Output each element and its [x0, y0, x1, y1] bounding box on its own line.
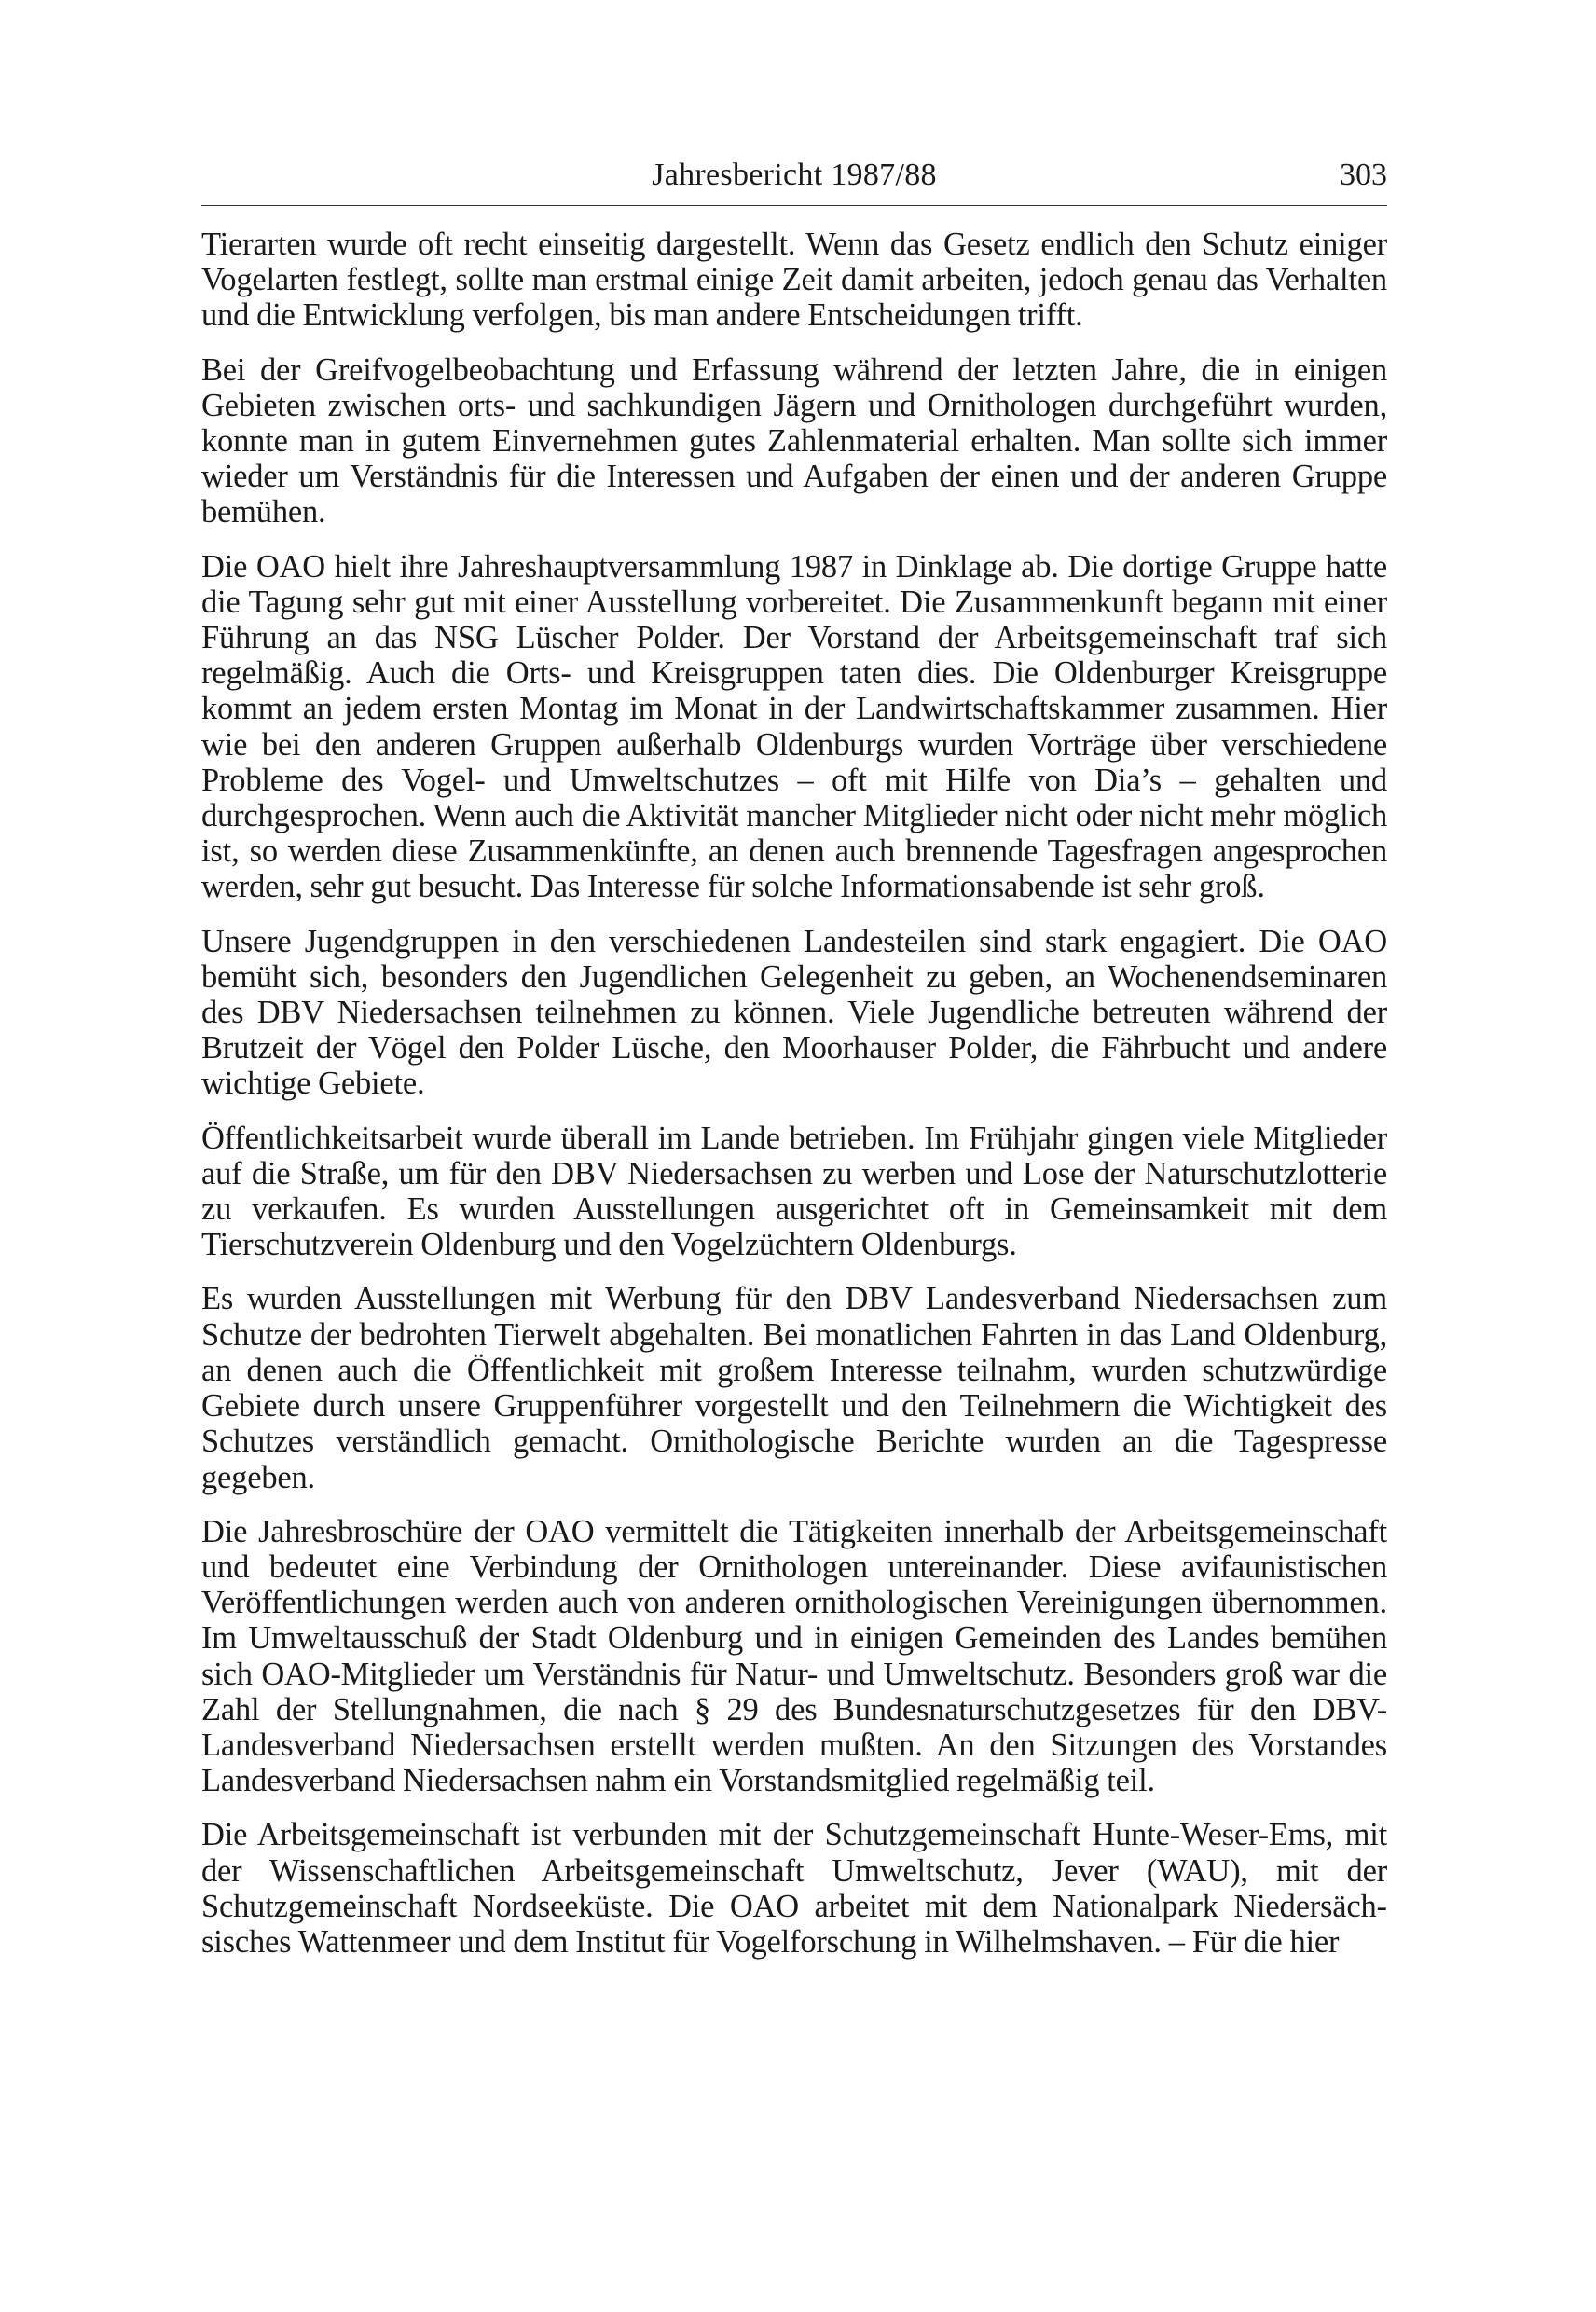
body-text	[201, 227, 1387, 1960]
paragraph: Die Jahresbroschüre der OAO vermittelt die Tätigkeiten innerhalb der Arbeitsgemeinschaft und bedeutet eine Verbindung der Ornithologen untereinander. Diese avifaunistischen Veröffentlichungen werden auch von anderen ornithologischen Vereinigungen übernommen. Im Umweltausschuß der Stadt Oldenburg und in einigen Gemeinden des Landes bemühen sich OAO-Mitglieder um Verständnis für Natur- und Umweltschutz. Besonders groß war die Zahl der Stellungnahmen, die nach § 29 des Bundesnaturschutzgesetzes für den DBV-Landesverband Niedersachsen erstellt werden mußten. An den Sitzungen des Vorstandes Landesverband Niedersachsen nahm ein Vorstandsmitglied regelmäßig teil.	[201, 1513, 1387, 1799]
document-page	[201, 157, 1387, 1978]
page-number: 303	[1340, 158, 1387, 192]
paragraph: Unsere Jugendgruppen in den verschiedenen Landesteilen sind stark engagiert. Die OAO bemüht sich, besonders den Jugendlichen Gelegenheit zu geben, an Wochenendseminaren des DBV Niedersachsen teilnehmen zu können. Viele Jugendliche betreuten während der Brutzeit der Vögel den Polder Lüsche, den Moorhauser Polder, die Fährbucht und andere wichtige Gebiete.	[201, 923, 1387, 1102]
paragraph: Tierarten wurde oft recht einseitig dargestellt. Wenn das Gesetz endlich den Schutz einiger Vogelarten festlegt, sollte man erstmal einige Zeit damit arbeiten, jedoch genau das Verhalten und die Entwicklung verfolgen, bis man andere Entscheidungen trifft.	[201, 227, 1387, 334]
paragraph: Die OAO hielt ihre Jahreshauptversammlung 1987 in Dinklage ab. Die dortige Gruppe hatte die Tagung sehr gut mit einer Ausstellung vorbereitet. Die Zusammenkunft begann mit einer Führung an das NSG Lüscher Polder. Der Vorstand der Arbeitsgemeinschaft traf sich regelmäßig. Auch die Orts- und Kreisgruppen taten dies. Die Oldenburger Kreisgruppe kommt an jedem ersten Montag im Monat in der Landwirtschaftskammer zusammen. Hier wie bei den anderen Gruppen außerhalb Oldenburgs wurden Vorträge über verschiedene Probleme des Vogel- und Umweltschutzes – oft mit Hilfe von Dia’s – gehalten und durchgesprochen. Wenn auch die Aktivität mancher Mitglieder nicht oder nicht mehr möglich ist, so werden diese Zusammenkünfte, an denen auch brennende Tagesfragen angesprochen werden, sehr gut besucht. Das Interesse für solche Informationsabende ist sehr groß.	[201, 548, 1387, 905]
running-title: Jahresbericht 1987/88	[652, 158, 937, 192]
paragraph: Bei der Greifvogelbeobachtung und Erfassung während der letzten Jahre, die in einigen Gebieten zwischen orts- und sachkundigen Jägern und Ornithologen durchgeführt wurden, konnte man in gutem Einvernehmen gutes Zahlenmaterial erhalten. Man sollte sich immer wieder um Verständnis für die Interessen und Aufgaben der einen und der anderen Gruppe bemühen.	[201, 351, 1387, 530]
paragraph: Die Arbeitsgemeinschaft ist verbunden mit der Schutzgemeinschaft Hunte-Weser-Ems, mit der Wissenschaftlichen Arbeitsgemeinschaft Umweltschutz, Jever (WAU), mit der Schutzgemeinschaft Nordseeküste. Die OAO arbeitet mit dem Nationalpark Niedersächsisches Wattenmeer und dem Institut für Vogelforschung in Wilhelmshaven. – Für die hier	[201, 1817, 1387, 1960]
running-header	[201, 157, 1387, 206]
paragraph: Öffentlichkeitsarbeit wurde überall im Lande betrieben. Im Frühjahr gingen viele Mitglieder auf die Straße, um für den DBV Niedersachsen zu werben und Lose der Naturschutzlotterie zu verkaufen. Es wurden Ausstellungen ausgerichtet oft in Gemeinsamkeit mit dem Tierschutzverein Oldenburg und den Vogelzüchtern Oldenburgs.	[201, 1120, 1387, 1263]
paragraph: Es wurden Ausstellungen mit Werbung für den DBV Landesverband Niedersachsen zum Schutze der bedrohten Tierwelt abgehalten. Bei monatlichen Fahrten in das Land Oldenburg, an denen auch die Öffentlichkeit mit großem Interesse teilnahm, wurden schutzwürdige Gebiete durch unsere Gruppenführer vorgestellt und den Teilnehmern die Wichtigkeit des Schutzes verständlich gemacht. Ornithologische Berichte wurden an die Tagespresse gegeben.	[201, 1281, 1387, 1495]
